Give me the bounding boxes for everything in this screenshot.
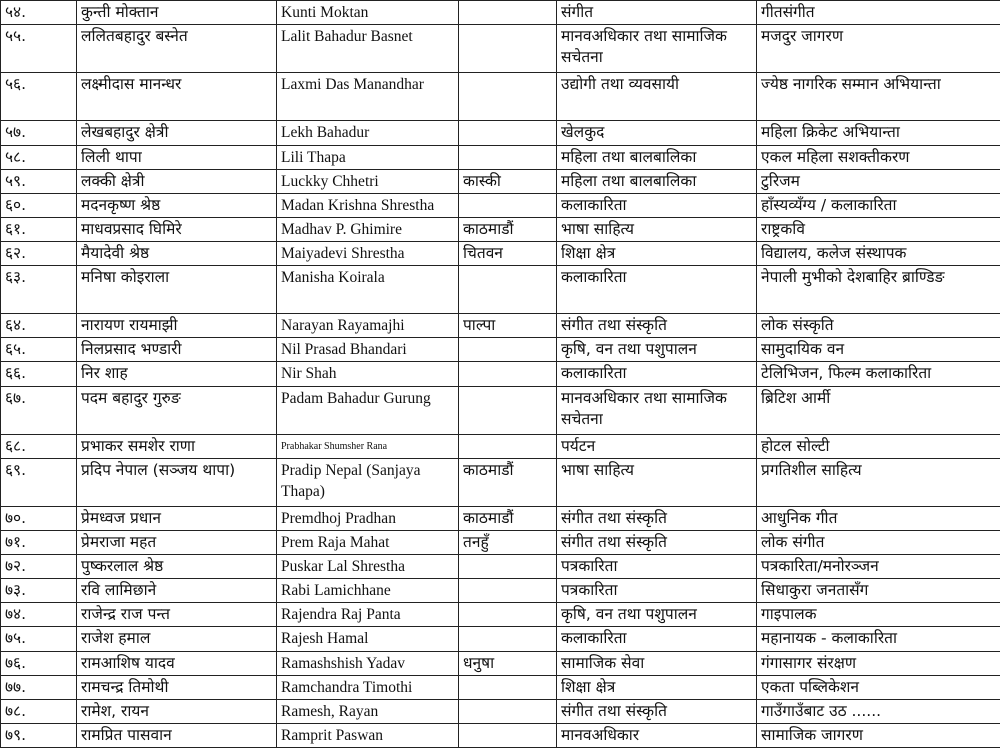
table-row bbox=[1, 458, 1000, 506]
name-english-cell: Maiyadevi Shrestha bbox=[277, 241, 459, 265]
field-cell: मानवअधिकार bbox=[557, 723, 757, 747]
name-english-cell: Prem Raja Mahat bbox=[277, 531, 459, 555]
row-number-cell: ६९. bbox=[1, 458, 77, 506]
table-row bbox=[1, 266, 1000, 314]
row-number-cell: ७०. bbox=[1, 506, 77, 530]
field-cell: सामाजिक सेवा bbox=[557, 651, 757, 675]
table-row bbox=[1, 555, 1000, 579]
name-english-cell: Ramashshish Yadav bbox=[277, 651, 459, 675]
name-nepali-cell: ललितबहादुर बस्नेत bbox=[77, 25, 277, 73]
name-nepali-cell: मनिषा कोइराला bbox=[77, 266, 277, 314]
table-body bbox=[1, 1, 1000, 748]
contribution-cell: महिला क्रिकेट अभियान्ता bbox=[757, 121, 1000, 145]
name-nepali-cell: निर शाह bbox=[77, 362, 277, 386]
name-nepali-cell: रवि लामिछाने bbox=[77, 579, 277, 603]
contribution-cell: ब्रिटिश आर्मी bbox=[757, 386, 1000, 434]
field-cell: शिक्षा क्षेत्र bbox=[557, 675, 757, 699]
table-row bbox=[1, 603, 1000, 627]
table-row bbox=[1, 193, 1000, 217]
row-number-cell: ६६. bbox=[1, 362, 77, 386]
district-cell bbox=[459, 434, 557, 458]
contribution-cell: लोक संस्कृति bbox=[757, 314, 1000, 338]
name-nepali-cell: रामप्रित पासवान bbox=[77, 723, 277, 747]
district-cell bbox=[459, 699, 557, 723]
name-english-cell: Manisha Koirala bbox=[277, 266, 459, 314]
district-cell: काठमाडौं bbox=[459, 217, 557, 241]
name-english-cell: Rabi Lamichhane bbox=[277, 579, 459, 603]
name-nepali-cell: मैयादेवी श्रेष्ठ bbox=[77, 241, 277, 265]
name-nepali-cell: प्रेमध्वज प्रधान bbox=[77, 506, 277, 530]
field-cell: पर्यटन bbox=[557, 434, 757, 458]
district-cell bbox=[459, 145, 557, 169]
name-nepali-cell: प्रदिप नेपाल (सञ्जय थापा) bbox=[77, 458, 277, 506]
contribution-cell: एकता पब्लिकेशन bbox=[757, 675, 1000, 699]
name-nepali-cell: मदनकृष्ण श्रेष्ठ bbox=[77, 193, 277, 217]
table-row bbox=[1, 675, 1000, 699]
district-cell: धनुषा bbox=[459, 651, 557, 675]
name-english-cell: Ramprit Paswan bbox=[277, 723, 459, 747]
table-row bbox=[1, 241, 1000, 265]
name-nepali-cell: लिली थापा bbox=[77, 145, 277, 169]
field-cell: खेलकुद bbox=[557, 121, 757, 145]
name-english-cell: Pradip Nepal (Sanjaya Thapa) bbox=[277, 458, 459, 506]
row-number-cell: ५४. bbox=[1, 1, 77, 25]
contribution-cell: हाँस्यव्यँग्य / कलाकारिता bbox=[757, 193, 1000, 217]
table-row bbox=[1, 73, 1000, 121]
district-cell: तनहुँ bbox=[459, 531, 557, 555]
contribution-cell: पत्रकारिता/मनोरञ्जन bbox=[757, 555, 1000, 579]
row-number-cell: ७१. bbox=[1, 531, 77, 555]
contribution-cell: महानायक - कलाकारिता bbox=[757, 627, 1000, 651]
field-cell: भाषा साहित्य bbox=[557, 458, 757, 506]
field-cell: महिला तथा बालबालिका bbox=[557, 169, 757, 193]
district-cell bbox=[459, 73, 557, 121]
field-cell: कलाकारिता bbox=[557, 266, 757, 314]
contribution-cell: ज्येष्ठ नागरिक सम्मान अभियान्ता bbox=[757, 73, 1000, 121]
table-row bbox=[1, 169, 1000, 193]
district-cell bbox=[459, 386, 557, 434]
name-nepali-cell: प्रभाकर समशेर राणा bbox=[77, 434, 277, 458]
field-cell: पत्रकारिता bbox=[557, 579, 757, 603]
name-nepali-cell: लक्ष्मीदास मानन्धर bbox=[77, 73, 277, 121]
row-number-cell: ७९. bbox=[1, 723, 77, 747]
name-nepali-cell: राजेश हमाल bbox=[77, 627, 277, 651]
field-cell: संगीत तथा संस्कृति bbox=[557, 531, 757, 555]
name-english-cell: Narayan Rayamajhi bbox=[277, 314, 459, 338]
row-number-cell: ६४. bbox=[1, 314, 77, 338]
district-cell bbox=[459, 675, 557, 699]
name-english-cell: Rajendra Raj Panta bbox=[277, 603, 459, 627]
row-number-cell: ६३. bbox=[1, 266, 77, 314]
name-nepali-cell: नारायण रायमाझी bbox=[77, 314, 277, 338]
name-english-cell: Puskar Lal Shrestha bbox=[277, 555, 459, 579]
name-nepali-cell: निलप्रसाद भण्डारी bbox=[77, 338, 277, 362]
contribution-cell: सामुदायिक वन bbox=[757, 338, 1000, 362]
row-number-cell: ५७. bbox=[1, 121, 77, 145]
contribution-cell: गाइपालक bbox=[757, 603, 1000, 627]
name-nepali-cell: पदम बहादुर गुरुङ bbox=[77, 386, 277, 434]
contribution-cell: सिधाकुरा जनतासँग bbox=[757, 579, 1000, 603]
contribution-cell: गीतसंगीत bbox=[757, 1, 1000, 25]
row-number-cell: ५९. bbox=[1, 169, 77, 193]
district-cell: पाल्पा bbox=[459, 314, 557, 338]
name-nepali-cell: माधवप्रसाद घिमिरे bbox=[77, 217, 277, 241]
contribution-cell: नेपाली मुभीको देशबाहिर ब्राण्डिङ bbox=[757, 266, 1000, 314]
row-number-cell: ७५. bbox=[1, 627, 77, 651]
row-number-cell: ६१. bbox=[1, 217, 77, 241]
row-number-cell: ६२. bbox=[1, 241, 77, 265]
name-english-cell: Laxmi Das Manandhar bbox=[277, 73, 459, 121]
table-row bbox=[1, 723, 1000, 747]
row-number-cell: ७४. bbox=[1, 603, 77, 627]
district-cell bbox=[459, 25, 557, 73]
contribution-cell: टेलिभिजन, फिल्म कलाकारिता bbox=[757, 362, 1000, 386]
row-number-cell: ६८. bbox=[1, 434, 77, 458]
table-row bbox=[1, 531, 1000, 555]
field-cell: कृषि, वन तथा पशुपालन bbox=[557, 603, 757, 627]
field-cell: कलाकारिता bbox=[557, 193, 757, 217]
row-number-cell: ७७. bbox=[1, 675, 77, 699]
table-row bbox=[1, 314, 1000, 338]
row-number-cell: ५८. bbox=[1, 145, 77, 169]
table-row bbox=[1, 145, 1000, 169]
name-english-cell: Nil Prasad Bhandari bbox=[277, 338, 459, 362]
contribution-cell: होटल सोल्टी bbox=[757, 434, 1000, 458]
row-number-cell: ७८. bbox=[1, 699, 77, 723]
contribution-cell: लोक संगीत bbox=[757, 531, 1000, 555]
name-nepali-cell: पुष्करलाल श्रेष्ठ bbox=[77, 555, 277, 579]
name-english-cell: Madan Krishna Shrestha bbox=[277, 193, 459, 217]
table-row bbox=[1, 434, 1000, 458]
district-cell bbox=[459, 121, 557, 145]
field-cell: शिक्षा क्षेत्र bbox=[557, 241, 757, 265]
table-row bbox=[1, 121, 1000, 145]
name-english-cell: Prabhakar Shumsher Rana bbox=[277, 434, 459, 458]
table-row bbox=[1, 651, 1000, 675]
table-row bbox=[1, 362, 1000, 386]
contribution-cell: विद्यालय, कलेज संस्थापक bbox=[757, 241, 1000, 265]
name-english-cell: Lalit Bahadur Basnet bbox=[277, 25, 459, 73]
contribution-cell: प्रगतिशील साहित्य bbox=[757, 458, 1000, 506]
field-cell: उद्योगी तथा व्यवसायी bbox=[557, 73, 757, 121]
name-nepali-cell: राजेन्द्र राज पन्त bbox=[77, 603, 277, 627]
row-number-cell: ७३. bbox=[1, 579, 77, 603]
district-cell bbox=[459, 555, 557, 579]
name-english-cell: Kunti Moktan bbox=[277, 1, 459, 25]
district-cell bbox=[459, 193, 557, 217]
contribution-cell: गाउँगाउँबाट उठ ...... bbox=[757, 699, 1000, 723]
field-cell: संगीत bbox=[557, 1, 757, 25]
name-nepali-cell: रामेश, रायन bbox=[77, 699, 277, 723]
name-nepali-cell: रामचन्द्र तिमोथी bbox=[77, 675, 277, 699]
name-nepali-cell: लक्की क्षेत्री bbox=[77, 169, 277, 193]
name-english-cell: Nir Shah bbox=[277, 362, 459, 386]
name-english-cell: Luckky Chhetri bbox=[277, 169, 459, 193]
contribution-cell: टुरिजम bbox=[757, 169, 1000, 193]
district-cell bbox=[459, 627, 557, 651]
name-english-cell: Ramchandra Timothi bbox=[277, 675, 459, 699]
name-nepali-cell: लेखबहादुर क्षेत्री bbox=[77, 121, 277, 145]
contribution-cell: मजदुर जागरण bbox=[757, 25, 1000, 73]
contribution-cell: गंगासागर संरक्षण bbox=[757, 651, 1000, 675]
table-row bbox=[1, 506, 1000, 530]
district-cell: काठमाडौं bbox=[459, 458, 557, 506]
row-number-cell: ५५. bbox=[1, 25, 77, 73]
table-row bbox=[1, 627, 1000, 651]
field-cell: भाषा साहित्य bbox=[557, 217, 757, 241]
field-cell: कलाकारिता bbox=[557, 362, 757, 386]
field-cell: मानवअधिकार तथा सामाजिक सचेतना bbox=[557, 386, 757, 434]
name-english-cell: Lili Thapa bbox=[277, 145, 459, 169]
name-english-cell: Padam Bahadur Gurung bbox=[277, 386, 459, 434]
field-cell: संगीत तथा संस्कृति bbox=[557, 699, 757, 723]
district-cell: काठमाडौं bbox=[459, 506, 557, 530]
table-row bbox=[1, 217, 1000, 241]
name-english-cell: Lekh Bahadur bbox=[277, 121, 459, 145]
table-row bbox=[1, 386, 1000, 434]
name-english-cell: Ramesh, Rayan bbox=[277, 699, 459, 723]
district-cell: कास्की bbox=[459, 169, 557, 193]
row-number-cell: ६७. bbox=[1, 386, 77, 434]
field-cell: कृषि, वन तथा पशुपालन bbox=[557, 338, 757, 362]
district-cell bbox=[459, 579, 557, 603]
row-number-cell: ६०. bbox=[1, 193, 77, 217]
name-english-cell: Premdhoj Pradhan bbox=[277, 506, 459, 530]
row-number-cell: ७६. bbox=[1, 651, 77, 675]
field-cell: मानवअधिकार तथा सामाजिक सचेतना bbox=[557, 25, 757, 73]
name-nepali-cell: कुन्ती मोक्तान bbox=[77, 1, 277, 25]
district-cell bbox=[459, 603, 557, 627]
table-row bbox=[1, 25, 1000, 73]
table-row bbox=[1, 338, 1000, 362]
table-row bbox=[1, 579, 1000, 603]
name-english-cell: Madhav P. Ghimire bbox=[277, 217, 459, 241]
row-number-cell: ७२. bbox=[1, 555, 77, 579]
field-cell: महिला तथा बालबालिका bbox=[557, 145, 757, 169]
contribution-cell: आधुनिक गीत bbox=[757, 506, 1000, 530]
field-cell: कलाकारिता bbox=[557, 627, 757, 651]
table-row bbox=[1, 1, 1000, 25]
district-cell bbox=[459, 362, 557, 386]
contribution-cell: सामाजिक जागरण bbox=[757, 723, 1000, 747]
name-english-cell: Rajesh Hamal bbox=[277, 627, 459, 651]
district-cell bbox=[459, 338, 557, 362]
name-nepali-cell: प्रेमराजा महत bbox=[77, 531, 277, 555]
contribution-cell: राष्ट्रकवि bbox=[757, 217, 1000, 241]
district-cell bbox=[459, 266, 557, 314]
district-cell bbox=[459, 723, 557, 747]
table-row bbox=[1, 699, 1000, 723]
name-nepali-cell: रामआशिष यादव bbox=[77, 651, 277, 675]
district-cell bbox=[459, 1, 557, 25]
field-cell: पत्रकारिता bbox=[557, 555, 757, 579]
field-cell: संगीत तथा संस्कृति bbox=[557, 314, 757, 338]
row-number-cell: ५६. bbox=[1, 73, 77, 121]
row-number-cell: ६५. bbox=[1, 338, 77, 362]
contribution-cell: एकल महिला सशक्तीकरण bbox=[757, 145, 1000, 169]
district-cell: चितवन bbox=[459, 241, 557, 265]
field-cell: संगीत तथा संस्कृति bbox=[557, 506, 757, 530]
